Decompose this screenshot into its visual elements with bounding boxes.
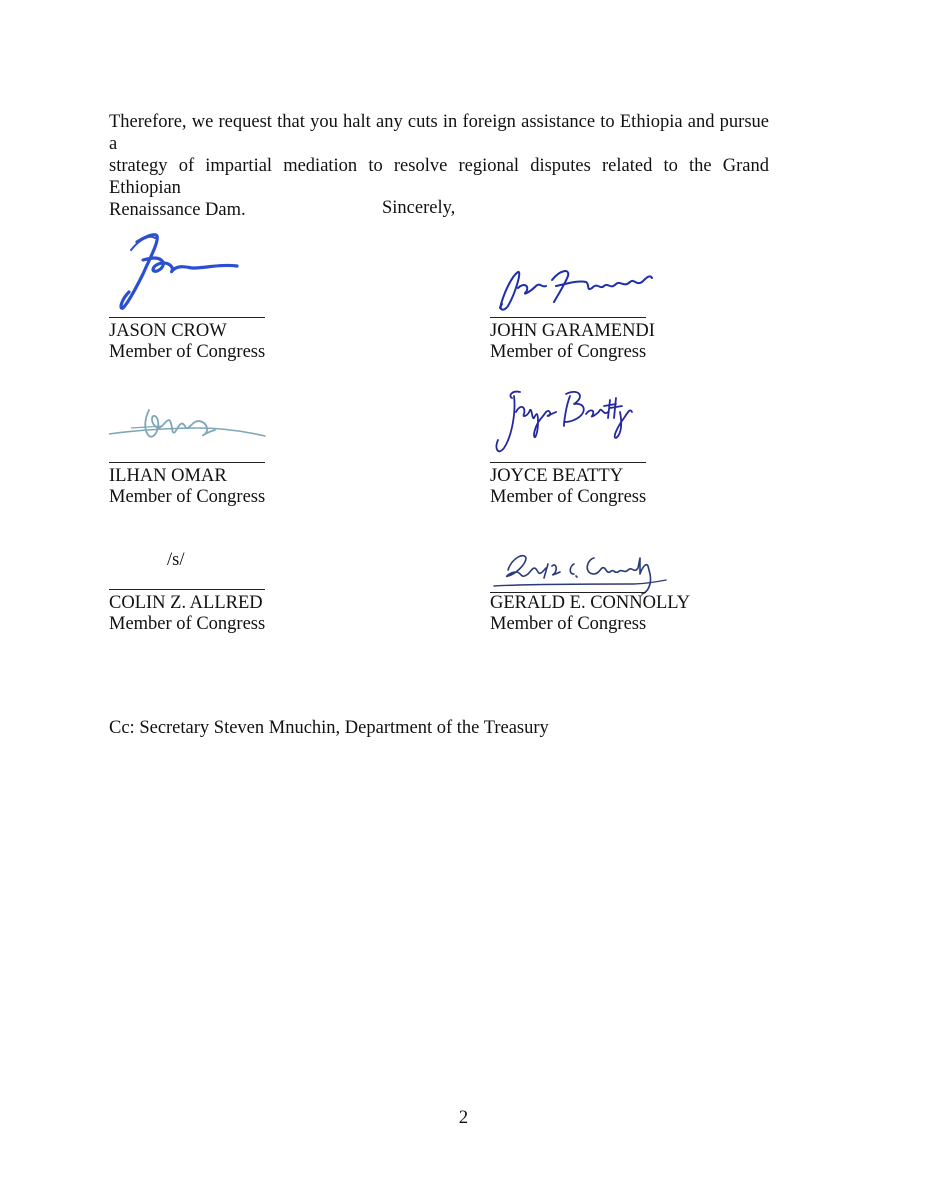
signatory-name: GERALD E. CONNOLLY [490,593,691,613]
signatory-title: Member of Congress [490,342,647,362]
signatory-name: JOHN GARAMENDI [490,321,655,341]
signature-line [490,462,646,463]
signatory-title: Member of Congress [109,614,266,634]
signature-line [490,317,646,318]
signature-john-garamendi [490,262,660,318]
closing-salutation: Sincerely, [382,198,456,218]
paragraph-line: Renaissance Dam. [109,200,246,220]
signature-line [109,317,265,318]
signature-line [109,462,265,463]
carbon-copy-line: Cc: Secretary Steven Mnuchin, Department of the Treasury [109,718,549,738]
signature-joyce-beatty [490,382,650,462]
signatory-title: Member of Congress [490,614,647,634]
signatory-name: COLIN Z. ALLRED [109,593,263,613]
signatory-title: Member of Congress [109,487,266,507]
signatory-name: JASON CROW [109,321,227,341]
electronic-signature-mark: /s/ [167,550,185,570]
paragraph-line: Therefore, we request that you halt any cuts in foreign assistance to Ethiopia and pursue a [109,112,769,154]
signatory-title: Member of Congress [109,342,266,362]
signatory-name: JOYCE BEATTY [490,466,624,486]
signature-gerald-connolly [490,544,670,596]
page-number: 2 [458,1108,469,1128]
signature-jason-crow [109,230,269,314]
signature-line [109,589,265,590]
signature-ilhan-omar [109,396,269,458]
signatory-name: ILHAN OMAR [109,466,227,486]
paragraph-line: strategy of impartial mediation to resolve regional disputes related to the Grand Ethiopian [109,156,769,198]
signatory-title: Member of Congress [490,487,647,507]
